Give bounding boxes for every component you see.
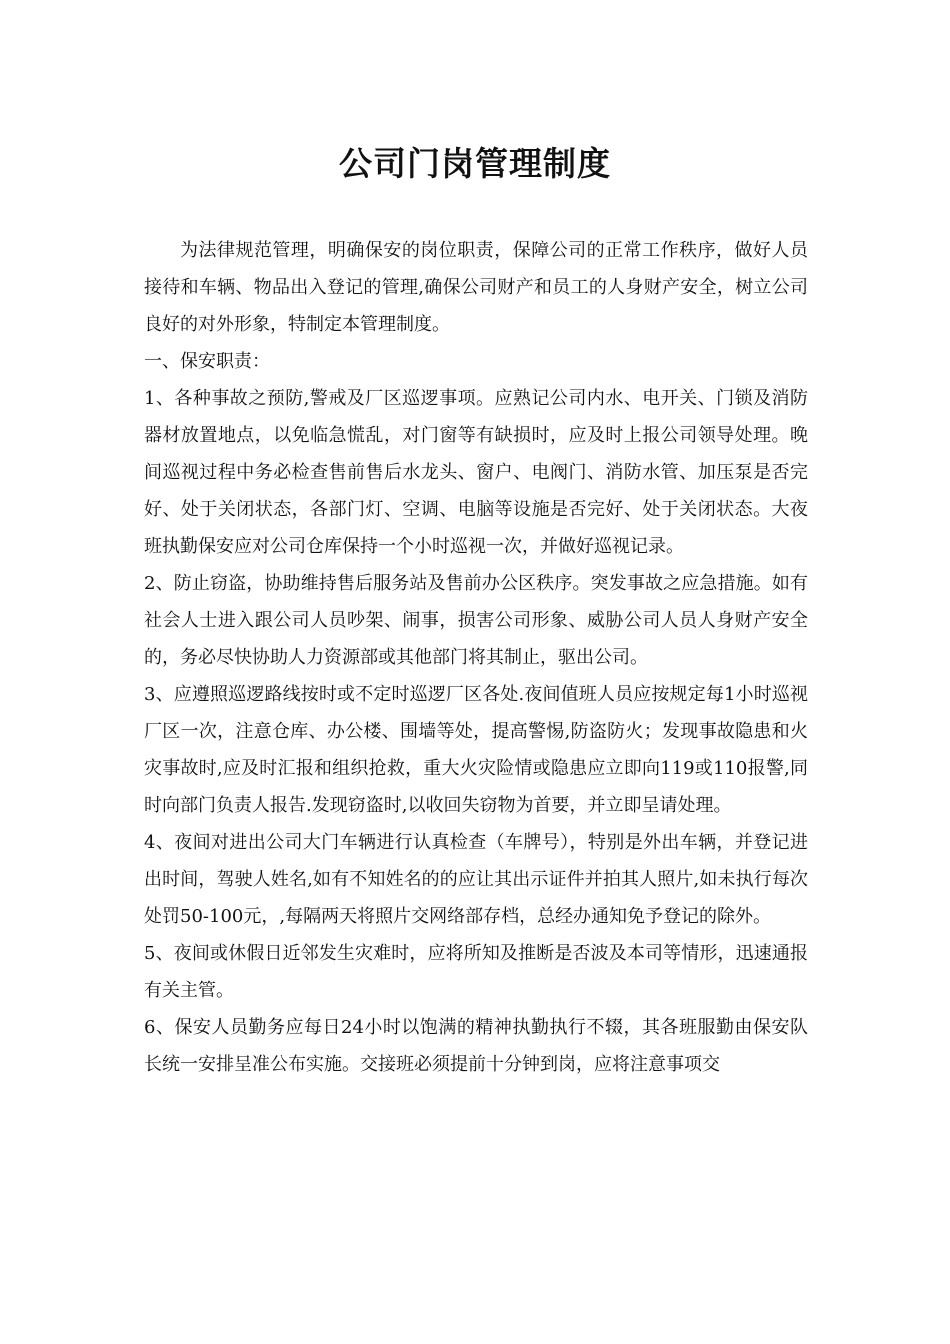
list-item: 5、夜间或休假日近邻发生灾难时，应将所知及推断是否波及本司等情形，迅速通报有关主管。 bbox=[144, 943, 808, 1001]
list-item: 2、防止窃盗，协助维持售后服务站及售前办公区秩序。突发事故之应急措施。如有社会人士进入跟公司人员吵架、闹事，损害公司形象、威胁公司人员人身财产安全的，务必尽快协助人力资源部或其他部门将其制止，驱出公司。 bbox=[144, 573, 808, 668]
list-item: 3、应遵照巡逻路线按时或不定时巡逻厂区各处.夜间值班人员应按规定每1小时巡视厂区一次，注意仓库、办公楼、围墙等处，提高警惕,防盗防火；发现事故隐患和火灾事故时,应及时汇报和组织抢救，重大火灾险情或隐患应立即向119或110报警,同时向部门负责人报告.发现窃盗时,以收回失窃物为首要，并立即呈请处理。 bbox=[144, 684, 808, 816]
list-item: 1、各种事故之预防,警戒及厂区巡逻事项。应熟记公司内水、电开关、门锁及消防器材放置地点，以免临急慌乱，对门窗等有缺损时，应及时上报公司领导处理。晚间巡视过程中务必检查售前售后水龙头、窗户、电阀门、消防水管、加压泵是否完好、处于关闭状态，各部门灯、空调、电脑等设施是否完好、处于关闭状态。大夜班执勤保安应对公司仓库保持一个小时巡视一次，并做好巡视记录。 bbox=[144, 388, 808, 557]
list-item: 4、夜间对进出公司大门车辆进行认真检查（车牌号），特别是外出车辆，并登记进出时间，驾驶人姓名,如有不知姓名的的应让其出示证件并拍其人照片,如未执行每次处罚50-100元，,每隔两天将照片交网络部存档，总经办通知免予登记的除外。 bbox=[144, 832, 808, 927]
document-title: 公司门岗管理制度 bbox=[339, 144, 611, 183]
intro-paragraph: 为法律规范管理，明确保安的岗位职责，保障公司的正常工作秩序，做好人员接待和车辆、物品出入登记的管理,确保公司财产和员工的人身财产安全，树立公司良好的对外形象，特制定本管理制度。 bbox=[144, 240, 808, 335]
list-item: 6、保安人员勤务应每日24小时以饱满的精神执勤执行不辍，其各班服勤由保安队长统一安排呈准公布实施。交接班必须提前十分钟到岗，应将注意事项交 bbox=[144, 1017, 808, 1075]
document-body bbox=[144, 232, 808, 1083]
section-heading: 一、保安职责： bbox=[144, 351, 270, 372]
